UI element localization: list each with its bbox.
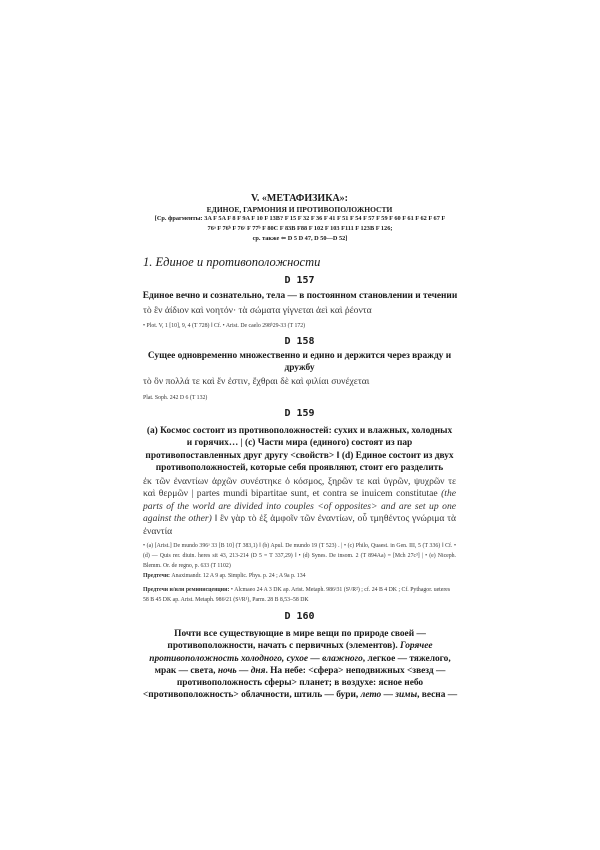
- d157-greek: τὸ ἓν ἀίδιον καὶ νοητόν· τὰ σώματα γίγνεται ἀεὶ καὶ ῥέοντα: [143, 305, 372, 316]
- t: . На небе: <сфера> неподвижных <звезд — противоположность сферы> планет; в воздухе: ясное небо <противоположность> облачности, штиль — бури,: [142, 665, 446, 701]
- label: Предтечи:: [143, 573, 170, 579]
- t: , весна —: [417, 690, 458, 701]
- refs-line: ср. также ⇐ D 5 D 47, D 50—D 52]: [252, 235, 348, 242]
- d157-title: Единое вечно и сознательно, тела — в постоянном становлении и течении: [142, 291, 458, 301]
- d160-title: [140, 628, 460, 702]
- chapter-subtitle: ЕДИНОЕ, ГАРМОНИЯ И ПРОТИВОПОЛОЖНОСТИ: [206, 205, 393, 214]
- d159-predecessors: [143, 571, 456, 581]
- t: Почти все существующие в мире вещи по природе своей — противоположности, начать с первичных (элементов).: [167, 629, 426, 652]
- d159-notes: • (a) [Arist.] De mundo 396ᵃ 33 [B 10] (T 383,1) ‖ (b) Apul. De mundo 19 (T 523) . | • (c) Philo, Quaest. in Gen. III, 5 (T 336) ‖ Cf. • (d) — Quis rer. diuin. heres sit 43, 213-214 (D 5 = T 337,29) ‖ • (d) Synes. De insom. 2 (T 894Aa) = [Mch 27c³] | • (e) Niceph. Blemm. Or. de regno, p. 633 (T 1102): [143, 543, 456, 569]
- refs-line: [Ср. фрагменты: 3A F 5A F 8 F 9A F 10 F 13B? F 15 F 32 F 36 F 41 F 51 F 54 F 57 F 59 F 60 F 61 F 62 F 67 F: [154, 215, 446, 222]
- t: ночь — дня: [217, 665, 266, 676]
- t: Горячее противоположность холодного, сухое — влажного: [149, 641, 433, 664]
- label: Предтечи и/или реминисценции:: [143, 587, 230, 593]
- d159-text: [143, 476, 456, 538]
- value: Anaximandr. 12 A 9 ap. Simplic. Phys. p. 24 ; A 9a p. 134: [169, 573, 306, 579]
- d158-title: Сущее одновременно множественно и едино и держится через вражду и дружбу: [147, 351, 452, 374]
- t: лето — зимы: [360, 690, 418, 701]
- section-heading: 1. Единое и противоположности: [143, 255, 321, 269]
- d159-heading: D 159: [284, 408, 315, 419]
- d158-greek: τὸ ὂν πολλά τε καὶ ἕν ἐστιν, ἔχθραι δὲ καὶ φιλίαι συνέχεται: [143, 376, 370, 387]
- chapter-title: V. «МЕТАФИЗИКА»:: [250, 193, 349, 204]
- d160-heading: D 160: [284, 611, 315, 622]
- d159-greek-latin: ἐκ τῶν ἐναντίων ἀρχῶν συνέστηκε ὁ κόσμος, ξηρῶν τε καὶ ὑγρῶν, ψυχρῶν τε καὶ θερμῶν | partes mundi bipartitae sunt, et contra se inuicem constitutae: [143, 476, 456, 500]
- d158-heading: D 158: [284, 336, 315, 347]
- d157-note: • Plot. V, 1 [10], 9, 4 (T 728) ‖ Cf. • Arist. De caelo 298ᵇ29-33 (T 172): [143, 323, 306, 329]
- refs-line: 76ᵃ F 76ᵇ F 76ᶜ F 77ᵇ F 80C F 83B F88 F 102 F 103 F111 F 123B F 126;: [207, 225, 393, 232]
- value: • Alcmaeo 24 A 3 DK ap. Arist. Metaph. 986ᵃ31 (S¹/R²) ; cf. 24 B 4 DK ; Cf. Pythagor. ueteres 58 B 45 DK ap. Arist. Metaph. 986ᵃ21 (S¹/R¹), Parm. 28 B 8,53–58 DK: [143, 587, 451, 603]
- d159-title: (a) Космос состоит из противоположностей: сухих и влажных, холодных и горячих… | (c) Части мира (единого) состоят из пар противопоставленных друг другу <свойств> ‖ (d) Единое состоит из двух противоположностей, которые себя проявляют, стоит его разделить: [145, 426, 454, 473]
- fragment-refs: [140, 214, 460, 244]
- d159-translation: (the parts of the world are divided into couples <of opposites> and are set up one against the other): [143, 488, 456, 525]
- d159-greek-2: ‖ ἓν γὰρ τὸ ἐξ ἀμφοῖν τῶν ἐναντίων, οὗ τμηθέντος γνώριμα τὰ ἐναντία: [143, 513, 456, 537]
- d158-note: Plat. Soph. 242 D 6 (T 132): [143, 395, 208, 401]
- t: , легкое — тяжелого, мрак — света,: [154, 653, 451, 676]
- d157-heading: D 157: [284, 275, 315, 286]
- d159-reminiscences: [143, 585, 456, 605]
